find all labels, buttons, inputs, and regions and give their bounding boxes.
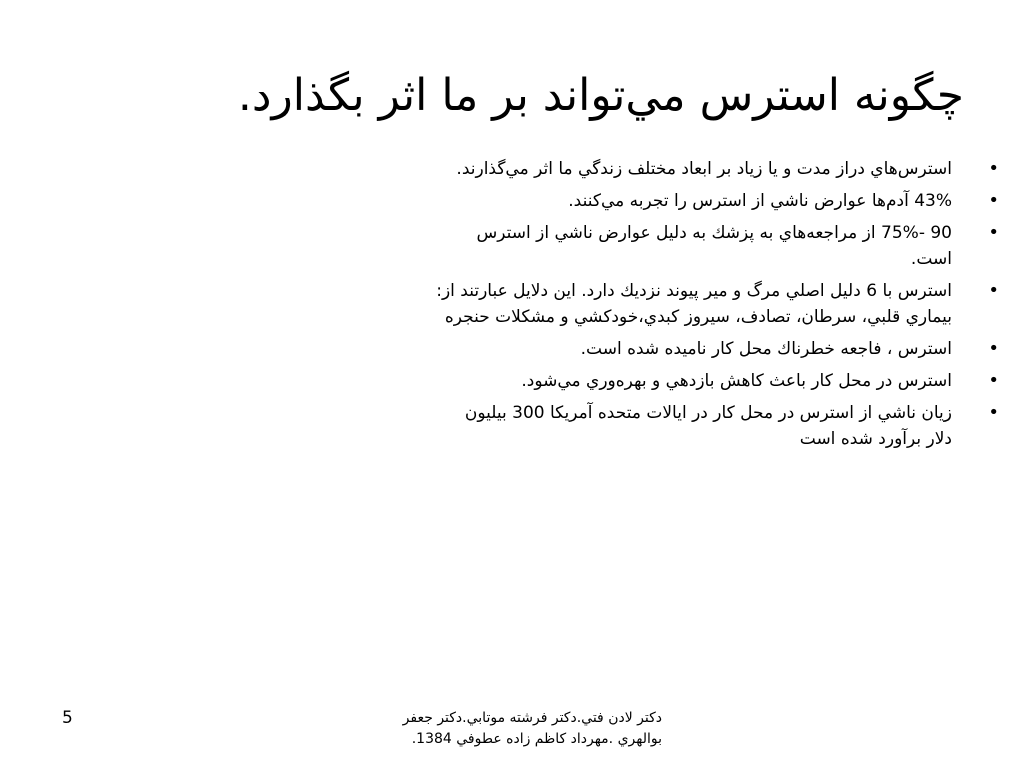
- bullet-text: 90 -75% از مراجعه‌هاي به پزشك به دليل عوارض ناشي از استرس است.: [476, 223, 952, 269]
- bullet-text: استرس با 6 دليل اصلي مرگ و مير پيوند نزديك دارد. اين دلايل عبارتند از: بيماري قلبي، سرطان، تصادف، سيروز كبدي،خودكشي و مشكلات حنجره: [436, 281, 952, 327]
- bullet-text: زيان ناشي از استرس در محل كار در ايالات متحده آمريكا 300 بيليون دلار برآورد شده است: [464, 403, 952, 449]
- bullet-item: [434, 336, 999, 362]
- bullet-dot: •: [988, 190, 999, 211]
- bullet-text: استرس در محل كار باعث كاهش بازدهي و بهره‌وري مي‌شود.: [521, 371, 952, 391]
- bullet-dot: •: [988, 222, 999, 243]
- bullet-list: [434, 156, 999, 458]
- bullet-dot: •: [988, 338, 999, 359]
- bullet-item: [434, 278, 999, 330]
- bullet-item: [434, 368, 999, 394]
- bullet-dot: •: [988, 280, 999, 301]
- bullet-item: [434, 400, 999, 452]
- bullet-text: استرس ، فاجعه خطرناك محل كار ناميده شده است.: [580, 339, 952, 359]
- bullet-dot: •: [988, 402, 999, 423]
- bullet-text: 43% آدم‌ها عوارض ناشي از استرس را تجربه مي‌كنند.: [568, 191, 952, 211]
- bullet-text: استرس‌هاي دراز مدت و يا زياد بر ابعاد مختلف زندگي ما اثر مي‌گذارند.: [456, 159, 952, 179]
- bullet-dot: •: [988, 370, 999, 391]
- footer-authors: دكتر لادن فتي.دكتر فرشته موتابي.دكتر جعفر بوالهري .مهرداد كاظم زاده عطوفي 1384.: [402, 710, 662, 747]
- bullet-dot: •: [988, 158, 999, 179]
- page-number: 5: [62, 708, 73, 728]
- bullet-item: [434, 156, 999, 182]
- slide-title: چگونه استرس مي‌تواند بر ما اثر بگذارد.: [237, 70, 964, 121]
- bullet-item: [434, 188, 999, 214]
- bullet-item: [434, 220, 999, 272]
